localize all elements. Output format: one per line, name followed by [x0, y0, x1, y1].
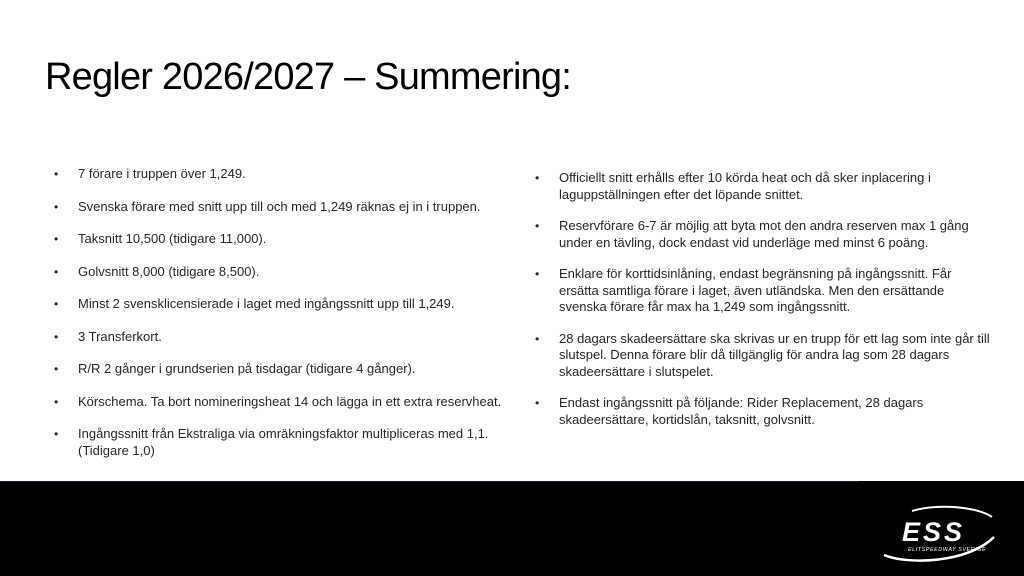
list-item	[52, 394, 527, 411]
list-item-text: Golvsnitt 8,000 (tidigare 8,500).	[78, 263, 260, 279]
list-item-text: Körschema. Ta bort nomineringsheat 14 och lägga in ett extra reservheat.	[78, 393, 502, 409]
bullet-icon: •	[54, 362, 59, 376]
list-item-text: Reservförare 6-7 är möjlig att byta mot den andra reserven max 1 gång under en tävling, dock endast vid underläge med minst 6 poäng.	[559, 218, 969, 250]
list-item-text: Endast ingångssnitt på följande: Rider Replacement, 28 dagars skadeersättare, kortidslån, taksnitt, golvsnitt.	[559, 395, 924, 427]
bullet-icon: •	[535, 396, 540, 410]
footer-panel	[0, 481, 858, 576]
list-item	[533, 266, 993, 316]
list-item	[533, 331, 993, 381]
list-item	[52, 231, 527, 248]
list-item-text: Minst 2 svensklicensierade i laget med ingångssnitt upp till 1,249.	[78, 296, 455, 311]
list-item-text: Ingångssnitt från Ekstraliga via omräkningsfaktor multipliceras med 1,1. (Tidigare 1,0)	[78, 426, 489, 458]
bullet-icon: •	[54, 427, 59, 441]
bullet-icon: •	[54, 394, 59, 409]
list-item	[52, 199, 527, 216]
list-item-text: Enklare för korttidsinlåning, endast begränsning på ingångssnitt. Får ersätta samtliga förare i laget, även utländska. Men den ersättande svenska förare får max ha 1,249 som ingångssnitt.	[559, 266, 952, 314]
list-item	[52, 361, 527, 378]
list-item-text: R/R 2 gånger i grundserien på tisdagar (tidigare 4 gånger).	[78, 361, 416, 376]
list-item	[533, 218, 993, 251]
bullet-icon: •	[54, 329, 59, 344]
page-title: Regler 2026/2027 – Summering:	[45, 56, 572, 98]
ess-logo-icon	[878, 503, 998, 563]
bullet-icon: •	[54, 232, 59, 246]
bullet-icon: •	[54, 167, 59, 181]
list-item-text: 3 Transferkort.	[78, 328, 162, 344]
list-item	[52, 329, 527, 346]
list-item	[533, 395, 993, 428]
logo-arc	[912, 507, 992, 517]
left-bullet-list	[52, 166, 527, 475]
bullet-icon: •	[54, 199, 59, 214]
bullet-icon: •	[54, 297, 59, 311]
list-item-text: 7 förare i truppen över 1,249.	[78, 166, 246, 181]
list-item-text: Svenska förare med snitt upp till och med 1,249 räknas ej in i truppen.	[78, 198, 481, 214]
list-item-text: 28 dagars skadeersättare ska skrivas ur en trupp för ett lag som inte går till slutspel. Denna förare blir då tillgänglig för andra lag som 28 dagars skadeersättare i slutspelet.	[559, 330, 990, 379]
bullet-icon: •	[535, 219, 540, 233]
bullet-icon: •	[54, 264, 59, 279]
logo-text: ESS	[902, 517, 966, 547]
list-item	[533, 170, 993, 203]
bullet-icon: •	[535, 267, 540, 281]
logo-subtext: ELITSPEEDWAY SVERIGE	[908, 547, 987, 553]
list-item	[52, 426, 527, 459]
list-item	[52, 264, 527, 281]
right-bullet-list	[533, 170, 993, 443]
list-item-text: Taksnitt 10,500 (tidigare 11,000).	[78, 231, 267, 246]
footer-bar	[0, 481, 1024, 576]
bullet-icon: •	[535, 171, 540, 185]
list-item	[52, 166, 527, 183]
list-item-text: Officiellt snitt erhålls efter 10 körda heat och då sker inplacering i laguppställningen efter det löpande snittet.	[559, 170, 931, 202]
bullet-icon: •	[535, 331, 540, 346]
list-item	[52, 296, 527, 313]
